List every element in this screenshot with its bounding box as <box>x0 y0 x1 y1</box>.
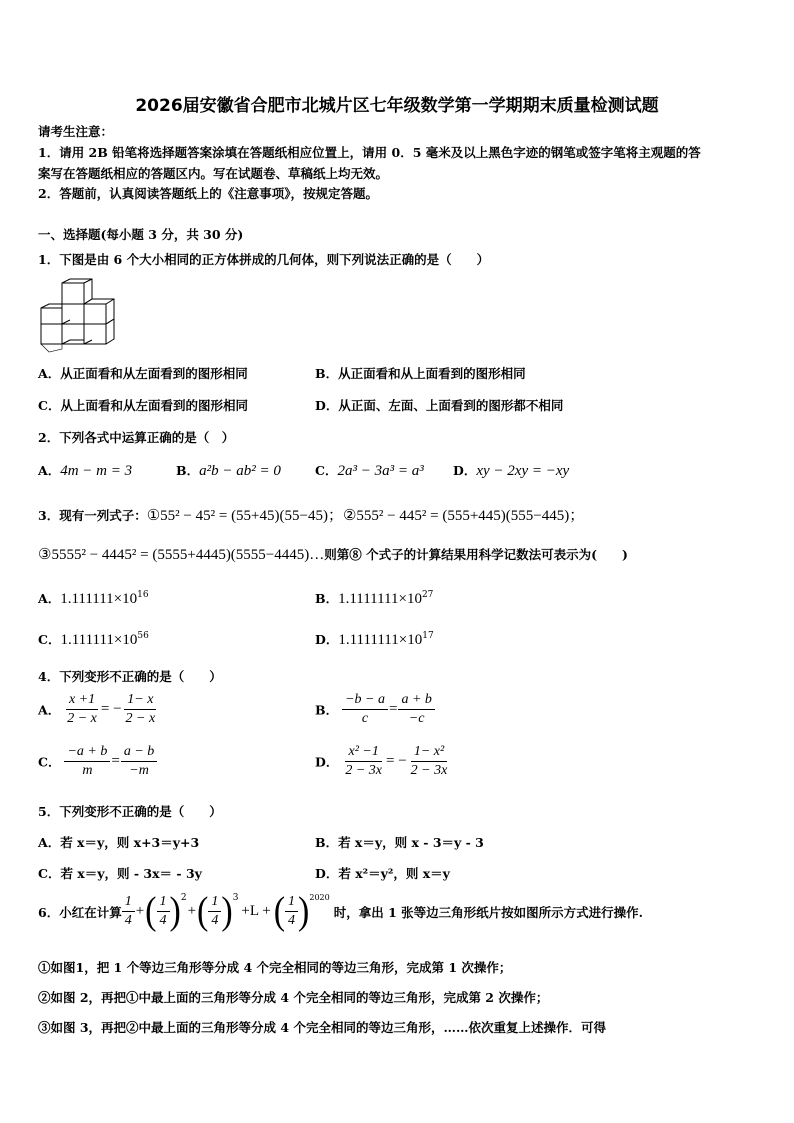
q5-option-a: A．若 x＝y，则 x+3＝y+3 <box>38 835 200 850</box>
q4-c-fraction-left <box>64 744 110 779</box>
q4-option-d <box>315 744 450 779</box>
q2-a-expr: 4m − m = 3 <box>60 463 133 479</box>
page-title: 2026届安徽省合肥市北城片区七年级数学第一学期期末质量检测试题 <box>135 96 659 116</box>
q6-suffix: 时，拿出 1 张等边三角形纸片按如图所示方式进行操作. <box>333 904 643 920</box>
q6-term-1 <box>122 894 135 929</box>
q6-term-2 <box>157 894 170 929</box>
q3-a-label: A． <box>38 591 61 606</box>
q2-d-expr: xy − 2xy = −xy <box>476 463 570 479</box>
q3-a-base: 1.111111×10 <box>60 591 138 607</box>
q6-prefix: 6．小红在计算 <box>38 904 122 920</box>
q6-step-3: ③如图 3，再把②中最上面的三角形等分成 4 个完全相同的等边三角形，……依次重复上述操作．可得 <box>38 1020 606 1035</box>
q6-step-1: ①如图1，把 1 个等边三角形等分成 4 个完全相同的等边三角形，完成第 1 次操作； <box>38 960 512 975</box>
denominator: −m <box>129 763 149 778</box>
denominator: 4 <box>211 913 219 928</box>
q4-b-fraction-left <box>342 692 388 727</box>
q4-a-label: A． <box>38 702 61 718</box>
q4-b-label: B． <box>315 702 339 718</box>
q4-d-fraction-left <box>342 744 385 779</box>
denominator: 4 <box>288 913 296 928</box>
q2-b-expr: a²b − ab² = 0 <box>199 463 281 479</box>
q4-d-fraction-right <box>408 744 451 779</box>
q4-a-fraction-left <box>64 692 100 727</box>
q3-c-label: C． <box>38 632 61 647</box>
q3-option-a <box>38 589 149 608</box>
notice-item-1: 1．请用 2B 铅笔将选择题答案涂填在答题纸相应位置上，请用 0．5 毫米及以上黑色字迹的钢笔或签字笔将主观题的答 <box>38 145 701 160</box>
q3-option-b <box>315 589 433 608</box>
q3-a-exponent: 16 <box>137 589 149 600</box>
q6-stem: 6．小红在计算 $\frac{1}{4}$ + ( $\frac{1}{4}$ ) $^2$ + ( $\frac{1}{4}$ ) $^3$ +L + ( $\frac{1}{4}$ ) $^{2020}$ 时，拿出 1 张等边三角形纸片按如图所示方式进行操作. <box>38 889 643 933</box>
numerator: 1 <box>285 894 298 912</box>
q5-option-c: C．若 x＝y，则 - 3x＝ - 3y <box>38 866 202 881</box>
plus-sign: + <box>135 903 145 919</box>
q2-option-b <box>176 461 281 480</box>
q4-a-operator: = − <box>100 701 122 717</box>
q1-option-c: C．从上面看和从左面看到的图形相同 <box>38 398 248 413</box>
left-paren: ( <box>273 889 286 933</box>
q3-prefix: 3．现有一列式子： <box>38 508 147 523</box>
denominator: 2 − x <box>67 711 97 726</box>
denominator: c <box>361 711 369 726</box>
numerator: −a + b <box>64 744 110 762</box>
numerator: −b − a <box>342 692 388 710</box>
q3-c-base: 1.111111×10 <box>60 632 138 648</box>
q2-d-label: D． <box>453 463 477 478</box>
q6-ellipsis: +L + <box>241 903 271 919</box>
q2-option-a <box>38 461 132 480</box>
q1-option-b: B．从正面看和从上面看到的图形相同 <box>315 366 526 381</box>
q2-stem: 2．下列各式中运算正确的是（ ） <box>38 430 235 445</box>
q3-b-base: 1.1111111×10 <box>338 591 422 607</box>
q3-option-d <box>315 630 434 649</box>
q6-step-2: ②如图 2，再把①中最上面的三角形等分成 4 个完全相同的等边三角形，完成第 2 次操作； <box>38 990 549 1005</box>
q3-expr-2: ②555² − 445² = (555+445)(555−445)； <box>342 508 585 524</box>
q3-d-base: 1.1111111×10 <box>338 632 423 648</box>
q3-expr-1: ①55² − 45² = (55+45)(55−45)； <box>146 508 343 524</box>
notice-heading: 请考生注意： <box>38 124 114 139</box>
q2-option-c <box>315 461 424 480</box>
numerator: 1 <box>208 894 221 912</box>
notice-item-1-cont: 案写在答题纸相应的答题区内。写在试题卷、草稿纸上均无效。 <box>38 166 389 181</box>
notice-item-2: 2．答题前，认真阅读答题纸上的《注意事项》，按规定答题。 <box>38 186 378 201</box>
q3-line-1 <box>38 504 584 525</box>
denominator: −c <box>408 711 425 726</box>
q1-option-a: A．从正面看和从左面看到的图形相同 <box>38 366 248 381</box>
denominator: m <box>82 763 93 778</box>
q4-c-fraction-right <box>121 744 157 779</box>
q3-c-exponent: 56 <box>137 630 149 641</box>
right-paren: ) <box>169 889 181 933</box>
q2-b-label: B． <box>176 463 200 478</box>
numerator: 1 <box>157 894 170 912</box>
q3-line-2 <box>38 545 628 564</box>
q2-c-expr: 2a³ − 3a³ = a³ <box>337 463 424 479</box>
left-paren: ( <box>145 889 157 933</box>
q4-stem: 4．下列变形不正确的是（ ） <box>38 669 222 684</box>
plus-sign: + <box>187 903 197 919</box>
denominator: 4 <box>124 913 132 928</box>
section-heading: 一、选择题(每小题 3 分，共 30 分) <box>38 227 244 242</box>
q3-option-c <box>38 630 149 649</box>
q4-d-operator: = − <box>386 753 407 769</box>
q2-c-label: C． <box>315 463 338 478</box>
q4-c-label: C． <box>38 754 61 770</box>
numerator: 1− x <box>124 692 156 710</box>
denominator: 2 − x <box>125 711 156 726</box>
q3-expr-3: ③5555² − 4445² = (5555+4445)(5555−4445)… <box>38 547 325 563</box>
q5-stem: 5．下列变形不正确的是（ ） <box>38 804 222 819</box>
q2-option-d <box>453 461 569 480</box>
left-paren: ( <box>197 889 209 933</box>
numerator: 1− x² <box>411 744 447 762</box>
q2-a-label: A． <box>38 463 61 478</box>
q4-option-a <box>38 692 158 727</box>
numerator: a − b <box>121 744 157 762</box>
q4-c-operator: = <box>111 753 120 769</box>
numerator: x +1 <box>66 692 98 710</box>
q4-option-b <box>315 692 435 727</box>
q4-b-operator: = <box>388 701 398 717</box>
q4-option-c <box>38 744 157 779</box>
numerator: x² −1 <box>345 744 381 762</box>
q3-b-exponent: 27 <box>421 589 434 600</box>
numerator: 1 <box>122 894 135 912</box>
q3-d-label: D． <box>315 632 339 647</box>
q5-option-b: B．若 x＝y，则 x - 3＝y - 3 <box>315 835 484 850</box>
q1-option-d: D．从正面、左面、上面看到的图形都不相同 <box>315 398 564 413</box>
q3-suffix: 则第⑧ 个式子的计算结果用科学记数法可表示为( ) <box>324 547 628 562</box>
q6-term-3 <box>208 894 221 929</box>
q5-option-d: D．若 x²＝y²，则 x＝y <box>315 866 450 881</box>
q4-a-fraction-right <box>123 692 159 727</box>
right-paren: ) <box>298 889 310 933</box>
denominator: 2 − 3x <box>410 763 448 778</box>
q4-d-label: D． <box>315 754 339 770</box>
q6-term-last <box>285 894 298 929</box>
numerator: a + b <box>398 692 434 710</box>
right-paren: ) <box>221 889 233 933</box>
cube-solid-figure <box>40 278 126 354</box>
denominator: 4 <box>159 913 167 928</box>
q3-d-exponent: 17 <box>422 630 434 641</box>
denominator: 2 − 3x <box>345 763 382 778</box>
q4-b-fraction-right <box>398 692 434 727</box>
q3-b-label: B． <box>315 591 339 606</box>
q1-stem: 1．下图是由 6 个大小相同的正方体拼成的几何体，则下列说法正确的是（ ） <box>38 252 490 267</box>
